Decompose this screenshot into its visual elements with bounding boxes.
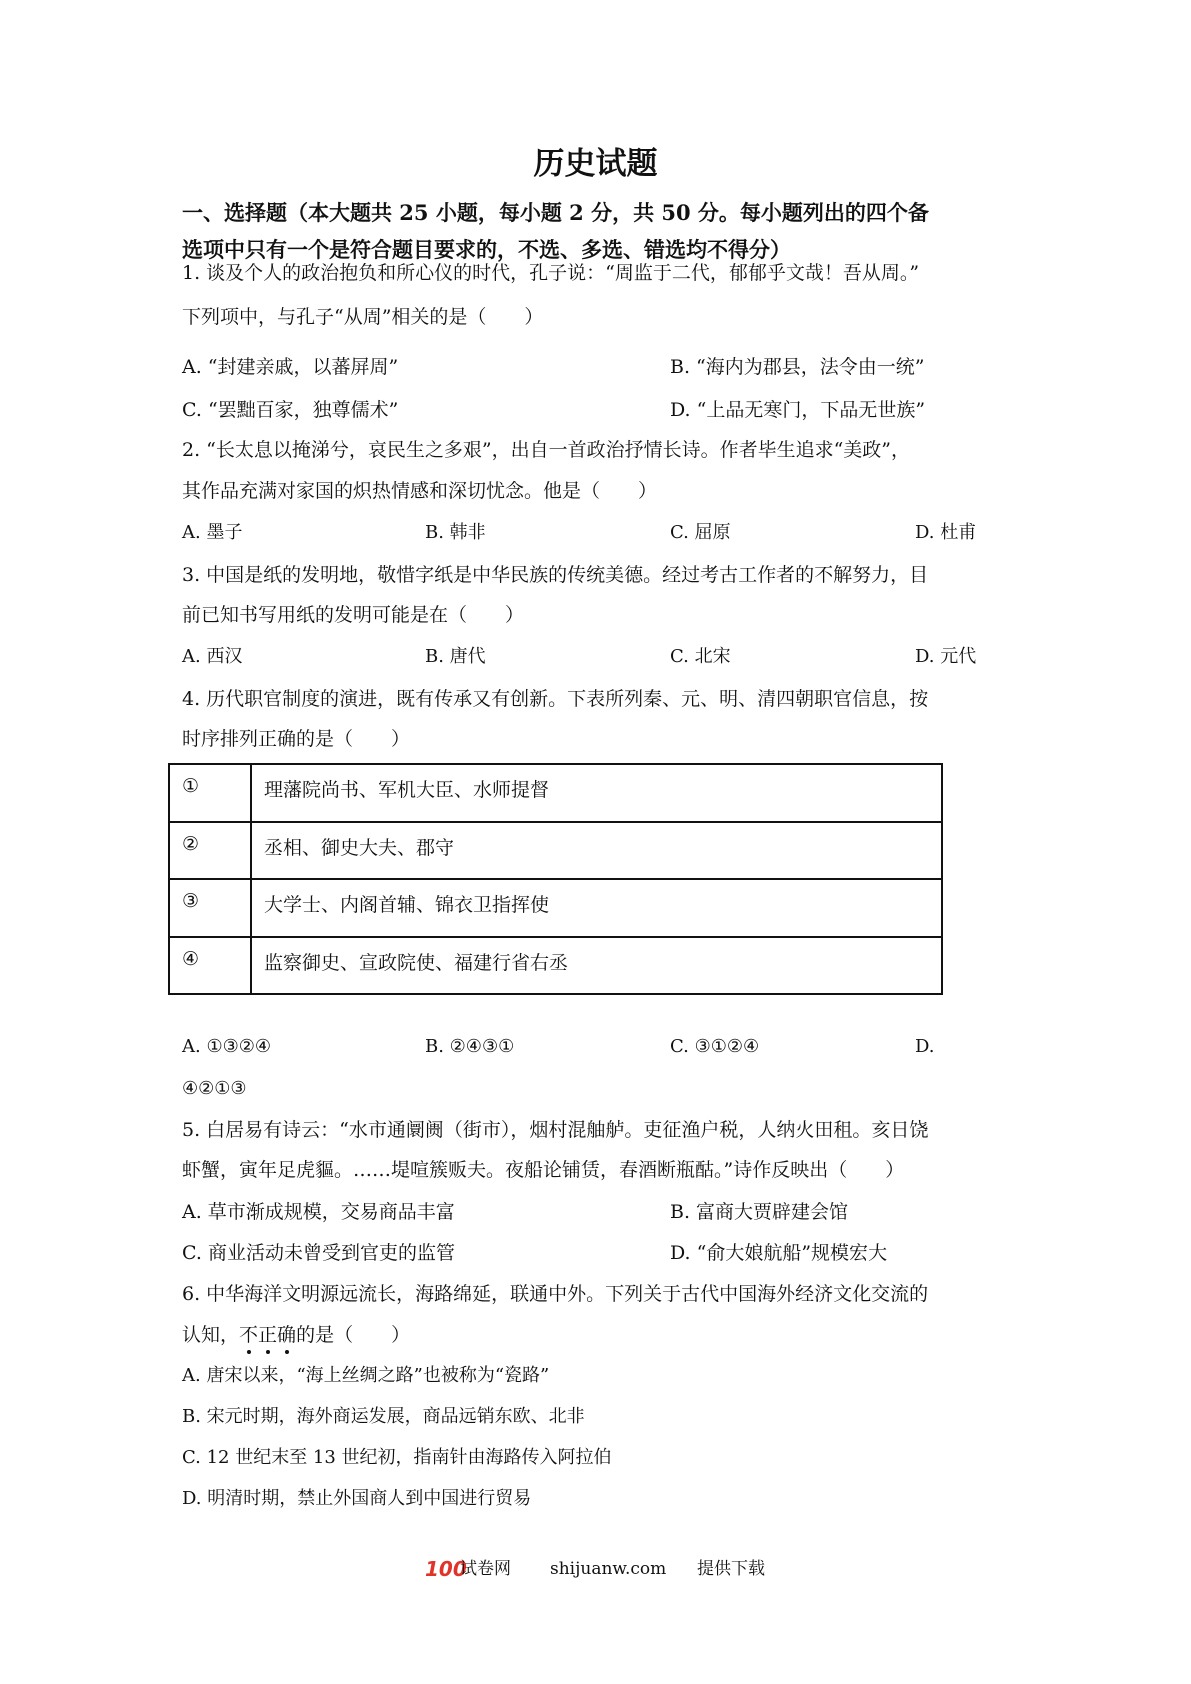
site-logo: 100 <box>425 1557 467 1581</box>
emphasized-char: 正 <box>258 1324 278 1346</box>
footer-url: shijuanw.com <box>550 1559 667 1579</box>
table-cell-number: ③ <box>169 879 251 937</box>
table-cell-officials: 大学士、内阁首辅、锦衣卫指挥使 <box>251 879 942 937</box>
question-6-option-b: B. 宋元时期，海外商运发展，商品远销东欧、北非 <box>182 1406 585 1427</box>
officials-table <box>168 763 943 995</box>
question-6-stem-suffix: 的是（ ） <box>296 1324 411 1346</box>
table-row <box>169 879 942 937</box>
question-3-option-d: D. 元代 <box>915 646 977 667</box>
question-1-stem-line2: 下列项中，与孔子“从周”相关的是（ ） <box>182 306 544 328</box>
question-2-stem-line1: 2. “长太息以掩涕兮，哀民生之多艰”，出自一首政治抒情长诗。作者毕生追求“美政”， <box>182 439 911 461</box>
question-2-option-c: C. 屈原 <box>670 522 731 543</box>
question-5-option-d: D. “俞大娘航船”规模宏大 <box>670 1242 888 1264</box>
question-1-option-a: A. “封建亲戚，以蕃屏周” <box>182 356 399 378</box>
question-6-stem-prefix: 认知， <box>182 1324 240 1346</box>
question-1-option-d: D. “上品无寒门，下品无世族” <box>670 399 926 421</box>
question-5-option-a: A. 草市渐成规模，交易商品丰富 <box>182 1201 455 1223</box>
question-3-option-c: C. 北宋 <box>670 646 731 667</box>
question-6-stem-line2 <box>182 1322 1022 1348</box>
question-4-option-b: B. ②④③① <box>425 1036 515 1057</box>
table-cell-officials: 理藩院尚书、军机大臣、水师提督 <box>251 764 942 822</box>
section-heading-line2: 选项中只有一个是符合题目要求的，不选、多选、错选均不得分） <box>182 237 791 262</box>
question-4-stem-line2: 时序排列正确的是（ ） <box>182 728 411 750</box>
question-1-stem-line1: 1. 谈及个人的政治抱负和所心仪的时代，孔子说：“周监于二代，郁郁乎文哉！吾从周。” <box>182 262 920 284</box>
table-cell-number: ① <box>169 764 251 822</box>
page-title: 历史试题 <box>533 146 658 182</box>
table-cell-number: ② <box>169 822 251 880</box>
question-3-stem-line1: 3. 中国是纸的发明地，敬惜字纸是中华民族的传统美德。经过考古工作者的不解努力，目 <box>182 564 929 586</box>
table-cell-officials: 监察御史、宣政院使、福建行省右丞 <box>251 937 942 995</box>
question-3-stem-line2: 前已知书写用纸的发明可能是在（ ） <box>182 604 525 626</box>
question-5-option-c: C. 商业活动未曾受到官吏的监管 <box>182 1242 455 1264</box>
emphasized-char: 确 <box>277 1324 297 1346</box>
question-4-option-d-continued: ④②①③ <box>182 1078 247 1099</box>
section-heading <box>182 194 1022 268</box>
section-heading-line1: 一、选择题（本大题共 25 小题，每小题 2 分，共 50 分。每小题列出的四个备 <box>182 200 929 225</box>
question-4-option-a: A. ①③②④ <box>182 1036 271 1057</box>
question-3-option-b: B. 唐代 <box>425 646 486 667</box>
question-1-option-b: B. “海内为郡县，法令由一统” <box>670 356 925 378</box>
question-6-option-a: A. 唐宋以来，“海上丝绸之路”也被称为“瓷路” <box>182 1365 550 1386</box>
question-2-option-a: A. 墨子 <box>182 522 243 543</box>
question-6-stem-line1: 6. 中华海洋文明源远流长，海路绵延，联通中外。下列关于古代中国海外经济文化交流的 <box>182 1283 929 1305</box>
question-5-stem-line2: 虾蟹，寅年足虎貙。……堤喧簇贩夫。夜船论铺赁，春酒断瓶酤。”诗作反映出（ ） <box>182 1159 905 1181</box>
question-4-option-c: C. ③①②④ <box>670 1036 760 1057</box>
table-row <box>169 822 942 880</box>
question-6-option-c: C. 12 世纪末至 13 世纪初，指南针由海路传入阿拉伯 <box>182 1447 612 1468</box>
question-2-option-b: B. 韩非 <box>425 522 486 543</box>
question-2-option-d: D. 杜甫 <box>915 522 977 543</box>
table-row <box>169 764 942 822</box>
emphasized-char: 不 <box>239 1324 259 1346</box>
footer-provide-text: 提供下载 <box>697 1559 765 1579</box>
question-1-option-c: C. “罢黜百家，独尊儒术” <box>182 399 399 421</box>
table-cell-number: ④ <box>169 937 251 995</box>
question-4-option-d: D. <box>915 1036 935 1057</box>
question-4-stem-line1: 4. 历代职官制度的演进，既有传承又有创新。下表所列秦、元、明、清四朝职官信息，按 <box>182 688 929 710</box>
question-5-option-b: B. 富商大贾辟建会馆 <box>670 1201 849 1223</box>
table-row <box>169 937 942 995</box>
footer-site-name: 试卷网 <box>460 1559 511 1579</box>
question-3-option-a: A. 西汉 <box>182 646 243 667</box>
question-6-option-d: D. 明清时期，禁止外国商人到中国进行贸易 <box>182 1488 532 1509</box>
question-5-stem-line1: 5. 白居易有诗云：“水市通阛阓（街市），烟村混舳舻。吏征渔户税，人纳火田租。亥日饶 <box>182 1119 929 1141</box>
question-2-stem-line2: 其作品充满对家国的炽热情感和深切忧念。他是（ ） <box>182 480 658 502</box>
page-footer <box>0 1556 1191 1582</box>
table-cell-officials: 丞相、御史大夫、郡守 <box>251 822 942 880</box>
